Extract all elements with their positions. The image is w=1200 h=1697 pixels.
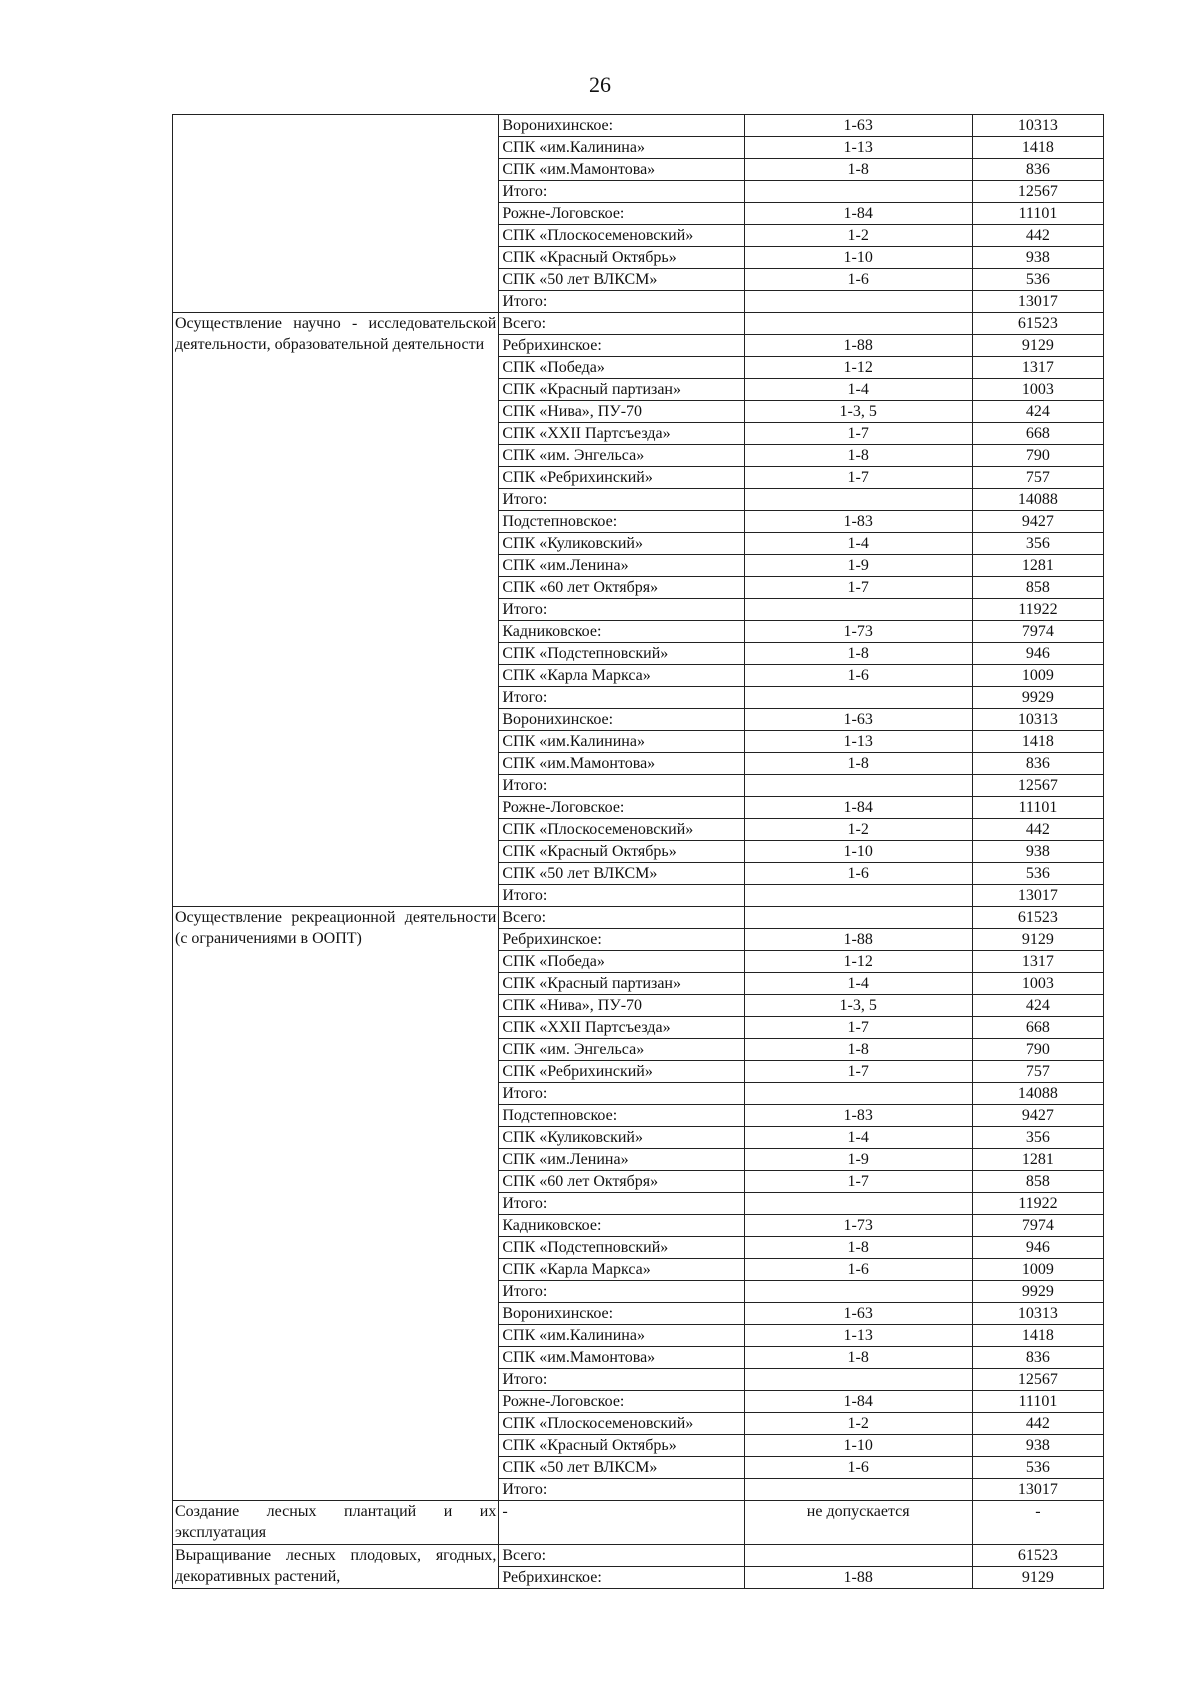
block-numbers-cell	[744, 1479, 972, 1501]
area-value-cell: 1281	[972, 555, 1103, 577]
block-numbers-cell: 1-13	[744, 731, 972, 753]
block-numbers-cell	[744, 599, 972, 621]
block-numbers-cell: 1-8	[744, 445, 972, 467]
block-numbers-cell	[744, 1083, 972, 1105]
area-name-cell: СПК «Куликовский»	[499, 533, 744, 555]
area-value-cell: 1009	[972, 665, 1103, 687]
block-numbers-cell	[744, 885, 972, 907]
table-row	[173, 313, 1104, 335]
area-value-cell: 836	[972, 753, 1103, 775]
activity-cell: Осуществление научно - исследовательской деятельности, образовательной деятельности	[173, 313, 499, 907]
block-numbers-cell: 1-8	[744, 753, 972, 775]
area-value-cell: 536	[972, 863, 1103, 885]
area-name-cell: СПК «Плоскосеменовский»	[499, 819, 744, 841]
area-name-cell: Подстепновское:	[499, 511, 744, 533]
block-numbers-cell	[744, 489, 972, 511]
area-name-cell: СПК «Плоскосеменовский»	[499, 1413, 744, 1435]
area-value-cell: 858	[972, 577, 1103, 599]
area-name-cell: Подстепновское:	[499, 1105, 744, 1127]
area-value-cell: 938	[972, 247, 1103, 269]
area-value-cell: 13017	[972, 1479, 1103, 1501]
area-value-cell: 836	[972, 1347, 1103, 1369]
block-numbers-cell: 1-73	[744, 1215, 972, 1237]
block-numbers-cell	[744, 1281, 972, 1303]
block-numbers-cell: 1-2	[744, 819, 972, 841]
area-value-cell: 9929	[972, 687, 1103, 709]
area-value-cell: 1009	[972, 1259, 1103, 1281]
block-numbers-cell: 1-84	[744, 1391, 972, 1413]
area-name-cell: Итого:	[499, 1479, 744, 1501]
area-name-cell: Ребрихинское:	[499, 1566, 744, 1588]
activity-cell	[173, 115, 499, 313]
area-name-cell: Ребрихинское:	[499, 929, 744, 951]
block-numbers-cell: 1-13	[744, 137, 972, 159]
area-value-cell: 9427	[972, 1105, 1103, 1127]
area-name-cell: СПК «Красный партизан»	[499, 379, 744, 401]
area-value-cell: 14088	[972, 1083, 1103, 1105]
area-name-cell: Итого:	[499, 489, 744, 511]
area-name-cell: -	[499, 1501, 744, 1545]
area-name-cell: СПК «Ребрихинский»	[499, 1061, 744, 1083]
area-value-cell: 13017	[972, 885, 1103, 907]
area-value-cell: 1418	[972, 731, 1103, 753]
area-value-cell: 12567	[972, 181, 1103, 203]
block-numbers-cell: 1-6	[744, 863, 972, 885]
area-value-cell: 1418	[972, 137, 1103, 159]
area-value-cell: 61523	[972, 313, 1103, 335]
area-value-cell: 668	[972, 1017, 1103, 1039]
area-value-cell: 424	[972, 995, 1103, 1017]
activity-cell: Создание лесных плантаций и их эксплуатация	[173, 1501, 499, 1545]
area-value-cell: 11101	[972, 203, 1103, 225]
forestry-zones-table	[172, 114, 1104, 1589]
block-numbers-cell: 1-4	[744, 973, 972, 995]
activity-cell: Осуществление рекреационной деятельности (с ограничениями в ООПТ)	[173, 907, 499, 1501]
area-value-cell: 858	[972, 1171, 1103, 1193]
activity-cell: Выращивание лесных плодовых, ягодных, декоративных растений,	[173, 1544, 499, 1588]
area-value-cell: 790	[972, 445, 1103, 467]
block-numbers-cell: 1-6	[744, 1457, 972, 1479]
block-numbers-cell: 1-6	[744, 269, 972, 291]
area-name-cell: СПК «Нива», ПУ-70	[499, 995, 744, 1017]
area-name-cell: Итого:	[499, 1369, 744, 1391]
area-name-cell: СПК «им. Энгельса»	[499, 445, 744, 467]
block-numbers-cell: 1-73	[744, 621, 972, 643]
page-number: 26	[589, 72, 611, 97]
area-name-cell: СПК «Подстепновский»	[499, 1237, 744, 1259]
area-name-cell: СПК «Карла Маркса»	[499, 1259, 744, 1281]
area-name-cell: Итого:	[499, 181, 744, 203]
block-numbers-cell	[744, 907, 972, 929]
block-numbers-cell: 1-6	[744, 1259, 972, 1281]
area-value-cell: 1317	[972, 357, 1103, 379]
area-value-cell: 442	[972, 225, 1103, 247]
area-name-cell: Итого:	[499, 1193, 744, 1215]
area-value-cell: 1003	[972, 379, 1103, 401]
area-name-cell: СПК «50 лет ВЛКСМ»	[499, 269, 744, 291]
area-value-cell: 356	[972, 533, 1103, 555]
area-name-cell: СПК «им.Ленина»	[499, 1149, 744, 1171]
area-name-cell: СПК «Победа»	[499, 951, 744, 973]
area-value-cell: 1418	[972, 1325, 1103, 1347]
area-name-cell: Всего:	[499, 313, 744, 335]
area-name-cell: СПК «Красный Октябрь»	[499, 1435, 744, 1457]
area-value-cell: 1281	[972, 1149, 1103, 1171]
block-numbers-cell: 1-8	[744, 1347, 972, 1369]
area-name-cell: СПК «им.Калинина»	[499, 1325, 744, 1347]
block-numbers-cell: 1-12	[744, 951, 972, 973]
block-numbers-cell: 1-83	[744, 511, 972, 533]
block-numbers-cell: 1-6	[744, 665, 972, 687]
area-name-cell: Всего:	[499, 907, 744, 929]
area-value-cell: 668	[972, 423, 1103, 445]
table-row	[173, 907, 1104, 929]
area-value-cell: 9129	[972, 929, 1103, 951]
area-name-cell: Итого:	[499, 775, 744, 797]
area-value-cell: 790	[972, 1039, 1103, 1061]
area-name-cell: Кадниковское:	[499, 621, 744, 643]
block-numbers-cell: 1-3, 5	[744, 995, 972, 1017]
area-name-cell: СПК «им.Ленина»	[499, 555, 744, 577]
block-numbers-cell: 1-9	[744, 555, 972, 577]
block-numbers-cell: 1-7	[744, 423, 972, 445]
area-value-cell: 536	[972, 1457, 1103, 1479]
area-value-cell: 12567	[972, 1369, 1103, 1391]
block-numbers-cell: 1-8	[744, 159, 972, 181]
area-value-cell: 938	[972, 1435, 1103, 1457]
area-value-cell: 61523	[972, 1544, 1103, 1566]
area-value-cell: 11101	[972, 1391, 1103, 1413]
area-name-cell: Рожне-Логовское:	[499, 1391, 744, 1413]
area-name-cell: Итого:	[499, 885, 744, 907]
block-numbers-cell: 1-84	[744, 203, 972, 225]
area-value-cell: 9129	[972, 335, 1103, 357]
block-numbers-cell: 1-83	[744, 1105, 972, 1127]
area-value-cell: -	[972, 1501, 1103, 1545]
area-value-cell: 757	[972, 1061, 1103, 1083]
area-name-cell: СПК «им.Мамонтова»	[499, 159, 744, 181]
block-numbers-cell: 1-63	[744, 1303, 972, 1325]
block-numbers-cell: 1-63	[744, 709, 972, 731]
area-name-cell: Воронихинское:	[499, 115, 744, 137]
block-numbers-cell: 1-9	[744, 1149, 972, 1171]
area-value-cell: 356	[972, 1127, 1103, 1149]
area-name-cell: Воронихинское:	[499, 709, 744, 731]
area-value-cell: 946	[972, 643, 1103, 665]
area-name-cell: СПК «XXII Партсъезда»	[499, 1017, 744, 1039]
table-row	[173, 115, 1104, 137]
area-name-cell: Всего:	[499, 1544, 744, 1566]
area-name-cell: СПК «Красный Октябрь»	[499, 247, 744, 269]
area-name-cell: Итого:	[499, 687, 744, 709]
area-value-cell: 13017	[972, 291, 1103, 313]
block-numbers-cell: 1-10	[744, 841, 972, 863]
area-name-cell: Воронихинское:	[499, 1303, 744, 1325]
block-numbers-cell: 1-2	[744, 1413, 972, 1435]
area-name-cell: СПК «60 лет Октября»	[499, 577, 744, 599]
area-value-cell: 9929	[972, 1281, 1103, 1303]
area-name-cell: СПК «Нива», ПУ-70	[499, 401, 744, 423]
area-name-cell: СПК «Подстепновский»	[499, 643, 744, 665]
area-name-cell: Ребрихинское:	[499, 335, 744, 357]
block-numbers-cell: 1-88	[744, 929, 972, 951]
area-name-cell: Итого:	[499, 1083, 744, 1105]
block-numbers-cell	[744, 1544, 972, 1566]
block-numbers-cell: 1-7	[744, 467, 972, 489]
area-value-cell: 11101	[972, 797, 1103, 819]
area-name-cell: СПК «Красный партизан»	[499, 973, 744, 995]
table-row	[173, 1544, 1104, 1566]
area-value-cell: 757	[972, 467, 1103, 489]
block-numbers-cell: 1-12	[744, 357, 972, 379]
area-value-cell: 7974	[972, 621, 1103, 643]
area-name-cell: Кадниковское:	[499, 1215, 744, 1237]
block-numbers-cell: 1-63	[744, 115, 972, 137]
block-numbers-cell: 1-4	[744, 1127, 972, 1149]
block-numbers-cell: 1-3, 5	[744, 401, 972, 423]
area-name-cell: СПК «им.Мамонтова»	[499, 753, 744, 775]
block-numbers-cell: 1-88	[744, 335, 972, 357]
block-numbers-cell: 1-84	[744, 797, 972, 819]
block-numbers-cell	[744, 291, 972, 313]
block-numbers-cell: не допускается	[744, 1501, 972, 1545]
area-value-cell: 61523	[972, 907, 1103, 929]
area-name-cell: СПК «им.Калинина»	[499, 137, 744, 159]
area-name-cell: СПК «Плоскосеменовский»	[499, 225, 744, 247]
area-value-cell: 836	[972, 159, 1103, 181]
area-name-cell: Итого:	[499, 291, 744, 313]
area-value-cell: 14088	[972, 489, 1103, 511]
area-value-cell: 9427	[972, 511, 1103, 533]
block-numbers-cell	[744, 1193, 972, 1215]
block-numbers-cell: 1-10	[744, 1435, 972, 1457]
area-value-cell: 10313	[972, 115, 1103, 137]
area-value-cell: 946	[972, 1237, 1103, 1259]
area-value-cell: 442	[972, 819, 1103, 841]
block-numbers-cell: 1-7	[744, 577, 972, 599]
table-row	[173, 1501, 1104, 1545]
block-numbers-cell: 1-8	[744, 1237, 972, 1259]
area-value-cell: 10313	[972, 709, 1103, 731]
area-name-cell: СПК «50 лет ВЛКСМ»	[499, 863, 744, 885]
area-value-cell: 536	[972, 269, 1103, 291]
block-numbers-cell	[744, 181, 972, 203]
area-name-cell: СПК «Победа»	[499, 357, 744, 379]
area-name-cell: СПК «им.Мамонтова»	[499, 1347, 744, 1369]
area-name-cell: СПК «Красный Октябрь»	[499, 841, 744, 863]
area-name-cell: СПК «им. Энгельса»	[499, 1039, 744, 1061]
block-numbers-cell	[744, 1369, 972, 1391]
block-numbers-cell: 1-8	[744, 1039, 972, 1061]
block-numbers-cell: 1-7	[744, 1171, 972, 1193]
block-numbers-cell: 1-88	[744, 1566, 972, 1588]
area-value-cell: 1317	[972, 951, 1103, 973]
block-numbers-cell: 1-8	[744, 643, 972, 665]
block-numbers-cell: 1-4	[744, 379, 972, 401]
area-value-cell: 12567	[972, 775, 1103, 797]
area-name-cell: СПК «50 лет ВЛКСМ»	[499, 1457, 744, 1479]
area-value-cell: 10313	[972, 1303, 1103, 1325]
area-value-cell: 7974	[972, 1215, 1103, 1237]
area-value-cell: 442	[972, 1413, 1103, 1435]
area-name-cell: СПК «им.Калинина»	[499, 731, 744, 753]
area-name-cell: Рожне-Логовское:	[499, 797, 744, 819]
block-numbers-cell: 1-10	[744, 247, 972, 269]
area-name-cell: Итого:	[499, 599, 744, 621]
area-name-cell: СПК «Ребрихинский»	[499, 467, 744, 489]
block-numbers-cell: 1-7	[744, 1061, 972, 1083]
block-numbers-cell	[744, 313, 972, 335]
area-value-cell: 9129	[972, 1566, 1103, 1588]
area-name-cell: СПК «XXII Партсъезда»	[499, 423, 744, 445]
area-value-cell: 938	[972, 841, 1103, 863]
block-numbers-cell: 1-7	[744, 1017, 972, 1039]
block-numbers-cell: 1-4	[744, 533, 972, 555]
area-name-cell: Итого:	[499, 1281, 744, 1303]
area-name-cell: СПК «Куликовский»	[499, 1127, 744, 1149]
block-numbers-cell	[744, 775, 972, 797]
block-numbers-cell: 1-13	[744, 1325, 972, 1347]
area-value-cell: 424	[972, 401, 1103, 423]
area-name-cell: Рожне-Логовское:	[499, 203, 744, 225]
block-numbers-cell: 1-2	[744, 225, 972, 247]
area-value-cell: 11922	[972, 599, 1103, 621]
area-name-cell: СПК «Карла Маркса»	[499, 665, 744, 687]
block-numbers-cell	[744, 687, 972, 709]
area-name-cell: СПК «60 лет Октября»	[499, 1171, 744, 1193]
area-value-cell: 11922	[972, 1193, 1103, 1215]
area-value-cell: 1003	[972, 973, 1103, 995]
